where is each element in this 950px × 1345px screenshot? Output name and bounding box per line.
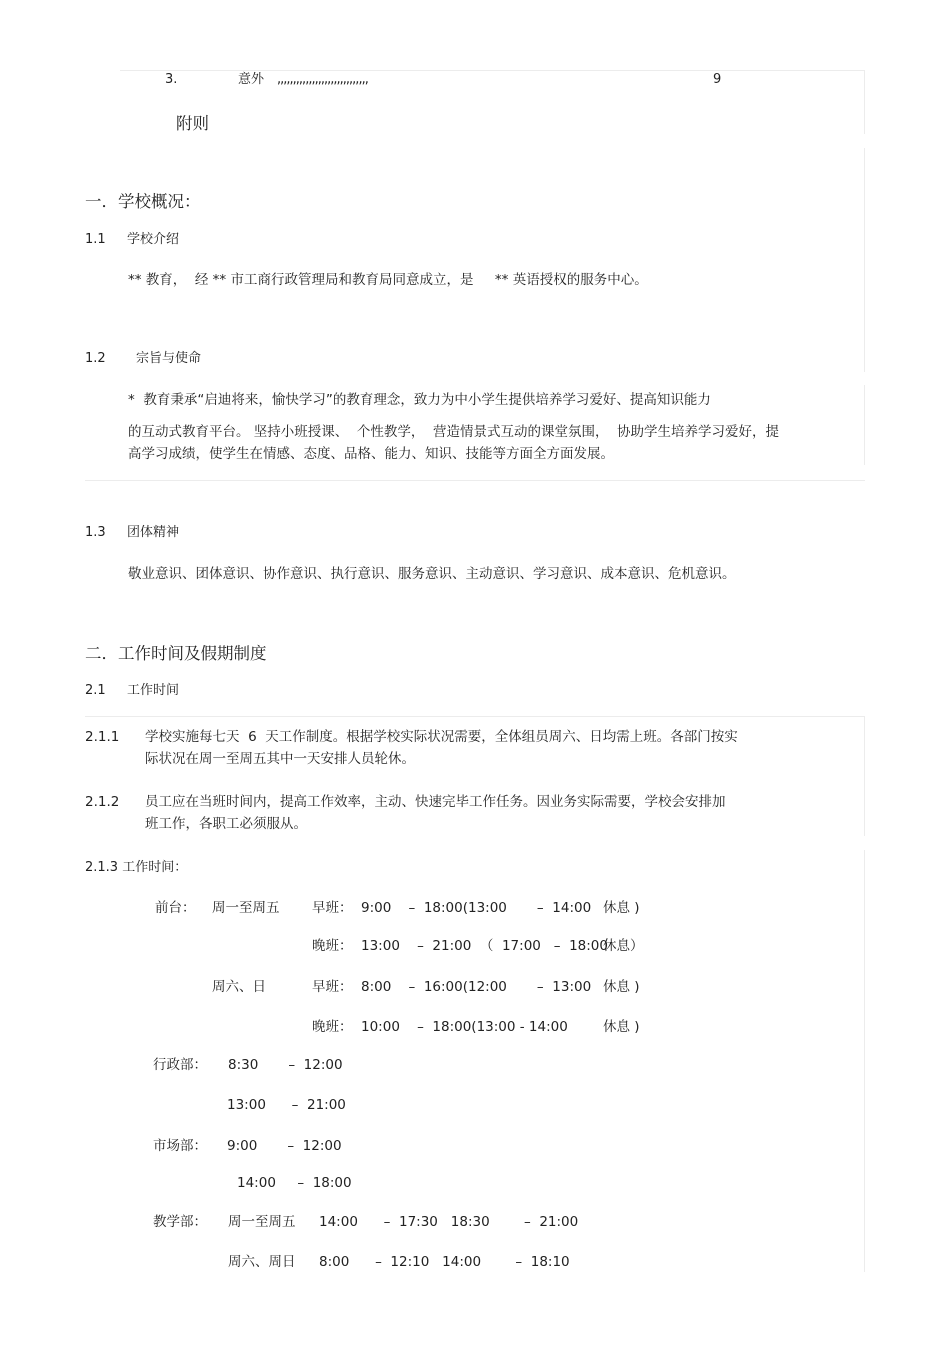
clause-2-1-1-line-1: 学校实施每七天 6 天工作制度。根据学校实际状况需要，全体组员周六、日均需上班。各部门按实	[145, 729, 738, 745]
clause-2-1-2-number: 2.1.2	[85, 794, 120, 810]
section-1-2-number: 1.2	[85, 351, 106, 366]
toc-label: 意外	[238, 72, 265, 87]
section-1-3-title: 团体精神	[127, 525, 180, 540]
admin-label: 行政部：	[153, 1057, 207, 1073]
rule	[864, 850, 865, 1272]
rule	[85, 716, 865, 717]
section-2-1-number: 2.1	[85, 683, 106, 698]
section-1-title: 一．学校概况：	[85, 192, 201, 211]
clause-2-1-1-number: 2.1.1	[85, 729, 120, 745]
front-desk-weekday: 周一至周五	[212, 900, 280, 916]
we-morning-rest: 休息 )	[603, 979, 640, 995]
clause-2-1-1-line-2: 际状况在周一至周五其中一天安排人员轮休。	[145, 751, 415, 767]
toc-leader: ,,,,,,,,,,,,,,,,,,,,,,,,,,,,,	[277, 72, 368, 87]
clause-2-1-3-title: 2.1.3 工作时间：	[85, 860, 188, 875]
clause-2-1-2-line-2: 班工作，各职工必须服从。	[145, 816, 307, 832]
section-1-1-text: ** 教育， 经 ** 市工商行政管理局和教育局同意成立，是 ** 英语授权的服务中心。	[128, 272, 648, 288]
wd-morning-label: 早班：	[312, 900, 353, 916]
appendix-title: 附则	[176, 114, 209, 133]
teaching-label: 教学部：	[153, 1214, 207, 1230]
rule	[864, 385, 865, 465]
section-1-3-number: 1.3	[85, 525, 106, 540]
wd-morning-rest: 休息 )	[603, 900, 640, 916]
section-1-1-number: 1.1	[85, 232, 106, 247]
admin-time-1: 8:30 – 12:00	[228, 1057, 343, 1073]
section-2-1-title: 工作时间	[127, 683, 180, 698]
we-morning-time: 8:00 – 16:00(12:00 – 13:00	[361, 979, 592, 995]
we-evening-rest: 休息 )	[603, 1019, 640, 1035]
section-1-2-title: 宗旨与使命	[136, 351, 202, 366]
front-desk-label: 前台：	[155, 900, 196, 916]
rule	[120, 70, 865, 71]
rule	[864, 716, 865, 836]
front-desk-weekend: 周六、日	[212, 979, 266, 995]
teaching-weekend-time: 8:00 – 12:10 14:00 – 18:10	[319, 1254, 570, 1270]
wd-evening-rest: 休息）	[603, 938, 644, 954]
section-1-3-text: 敬业意识、团体意识、协作意识、执行意识、服务意识、主动意识、学习意识、成本意识、危机意识。	[128, 566, 736, 582]
admin-time-2: 13:00 – 21:00	[227, 1097, 346, 1113]
section-1-2-line-2: 的互动式教育平台。 坚持小班授课、 个性教学， 营造情景式互动的课堂氛围， 协助学生培养学习爱好，提	[128, 424, 780, 440]
market-label: 市场部：	[153, 1138, 207, 1154]
market-time-1: 9:00 – 12:00	[227, 1138, 342, 1154]
rule	[864, 148, 865, 372]
teaching-weekday: 周一至周五	[228, 1214, 296, 1230]
teaching-weekend: 周六、周日	[228, 1254, 296, 1270]
section-1-2-line-1: * 教育秉承“启迪将来，愉快学习”的教育理念，致力为中小学生提供培养学习爱好、提高知识能力	[128, 392, 711, 408]
clause-2-1-2-line-1: 员工应在当班时间内，提高工作效率，主动、快速完毕工作任务。因业务实际需要，学校会安排加	[145, 794, 726, 810]
toc-number: 3.	[165, 72, 178, 87]
wd-evening-time: 13:00 – 21:00 （ 17:00 – 18:00	[361, 938, 608, 954]
we-evening-label: 晚班：	[312, 1019, 353, 1035]
rule	[85, 480, 865, 481]
market-time-2: 14:00 – 18:00	[237, 1175, 352, 1191]
wd-evening-label: 晚班：	[312, 938, 353, 954]
section-1-1-title: 学校介绍	[127, 232, 180, 247]
rule	[864, 70, 865, 134]
we-evening-time: 10:00 – 18:00(13:00 - 14:00	[361, 1019, 568, 1035]
we-morning-label: 早班：	[312, 979, 353, 995]
wd-morning-time: 9:00 – 18:00(13:00 – 14:00	[361, 900, 592, 916]
section-2-title: 二．工作时间及假期制度	[85, 644, 267, 663]
teaching-weekday-time: 14:00 – 17:30 18:30 – 21:00	[319, 1214, 579, 1230]
toc-page: 9	[713, 72, 722, 87]
section-1-2-line-3: 高学习成绩，使学生在情感、态度、品格、能力、知识、技能等方面全方面发展。	[128, 446, 614, 462]
